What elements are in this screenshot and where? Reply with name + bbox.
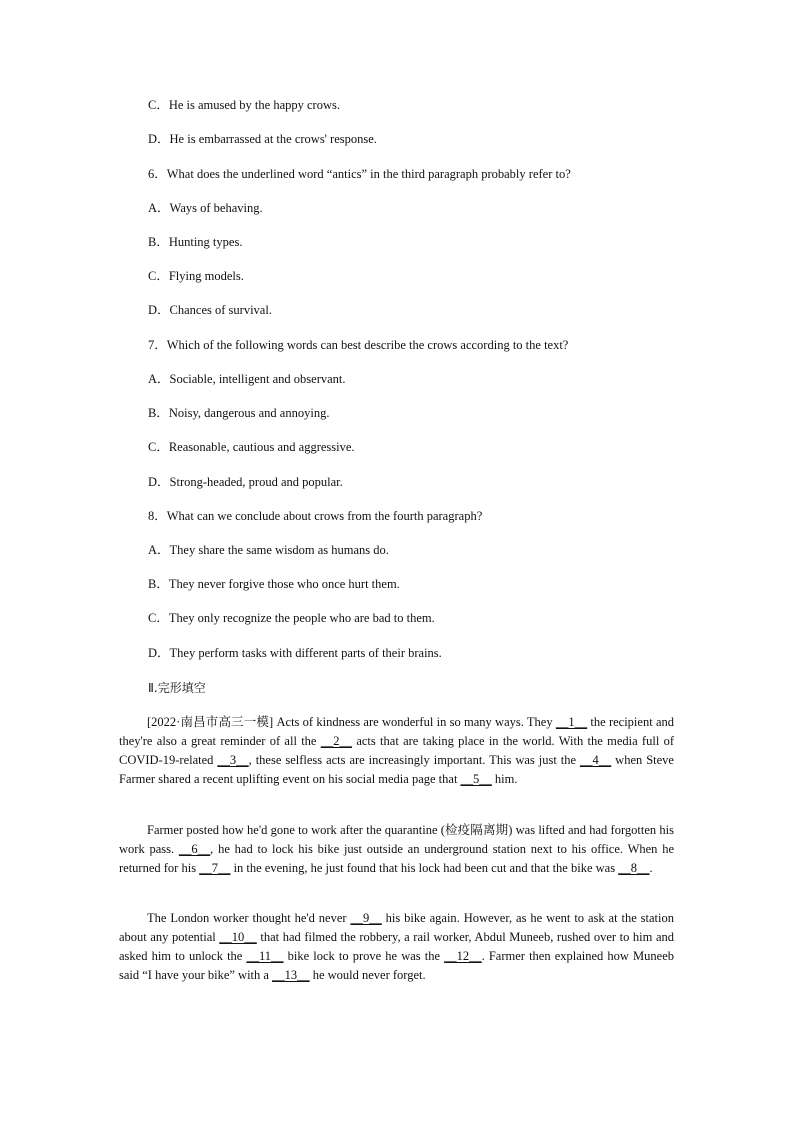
q5-option-c: C．He is amused by the happy crows. [148, 98, 340, 112]
cloze-text: Farmer posted how he'd gone to work after the quarantine (检疫隔离期) was lifted and had forgotten his work pass. [119, 823, 674, 856]
cloze-blank-13: __13__ [272, 968, 310, 982]
cloze-blank-2: __2__ [320, 734, 353, 748]
q5-option-d: D．He is embarrassed at the crows' response. [148, 132, 377, 146]
cloze-blank-7: __7__ [199, 861, 231, 875]
cloze-text: . Farmer then explained how Muneeb said “I have your bike” with a [119, 949, 674, 982]
q8-option-d: D．They perform tasks with different parts of their brains. [148, 646, 442, 660]
cloze-blank-12: __12__ [444, 949, 482, 963]
q6-option-d: D．Chances of survival. [148, 303, 272, 317]
q6-option-a: A．Ways of behaving. [148, 201, 263, 215]
cloze-blank-4: __4__ [579, 753, 612, 767]
q7-option-b: B．Noisy, dangerous and annoying. [148, 406, 330, 420]
q6-option-c: C．Flying models. [148, 269, 244, 283]
cloze-paragraph-3 [119, 909, 674, 985]
cloze-blank-8: __8__ [618, 861, 650, 875]
cloze-text: acts that are taking place in the world. With the media full of COVID-19-related [119, 734, 674, 767]
cloze-text: bike lock to prove he was the [283, 949, 445, 963]
section-title-cloze: Ⅱ.完形填空 [148, 681, 206, 695]
cloze-blank-1: __1__ [555, 715, 588, 729]
q7-option-d: D．Strong-headed, proud and popular. [148, 475, 343, 489]
cloze-text: The London worker thought he'd never [147, 911, 351, 925]
cloze-text: his bike again. However, as he went to ask at the station about any potential [119, 911, 674, 944]
cloze-text: the recipient and they're also a great reminder of all the [119, 715, 675, 748]
cloze-text: , he had to lock his bike just outside an underground station next to his office. When he returned for his [119, 842, 674, 875]
q6-option-b: B．Hunting types. [148, 235, 243, 249]
cloze-text: , these selfless acts are increasingly important. This was just the [248, 753, 580, 767]
q8-option-a: A．They share the same wisdom as humans do. [148, 543, 389, 557]
q8-option-b: B．They never forgive those who once hurt them. [148, 577, 400, 591]
question-6: 6．What does the underlined word “antics” in the third paragraph probably refer to? [148, 167, 571, 181]
cloze-text: in the evening, he just found that his lock had been cut and that the bike was [230, 861, 619, 875]
cloze-blank-10: __10__ [219, 930, 257, 944]
q7-option-a: A．Sociable, intelligent and observant. [148, 372, 346, 386]
cloze-text: . [649, 861, 653, 875]
question-8: 8．What can we conclude about crows from the fourth paragraph? [148, 509, 483, 523]
cloze-text: him. [491, 772, 518, 786]
question-7: 7．Which of the following words can best describe the crows according to the text? [148, 338, 569, 352]
q7-option-c: C．Reasonable, cautious and aggressive. [148, 440, 355, 454]
cloze-blank-9: __9__ [350, 911, 382, 925]
cloze-text: [2022·南昌市高三一模] Acts of kindness are wonderful in so many ways. They [147, 715, 556, 729]
cloze-text: he would never forget. [309, 968, 426, 982]
cloze-paragraph-2 [119, 821, 674, 878]
cloze-blank-5: __5__ [460, 772, 492, 786]
cloze-text: that had filmed the robbery, a rail worker, Abdul Muneeb, rushed over to him and asked him to unlock the [119, 930, 674, 963]
cloze-blank-3: __3__ [217, 753, 249, 767]
cloze-paragraph-1 [119, 713, 674, 789]
q8-option-c: C．They only recognize the people who are bad to them. [148, 611, 435, 625]
cloze-text: when Steve Farmer shared a recent uplifting event on his social media page that [119, 753, 674, 786]
cloze-blank-11: __11__ [246, 949, 284, 963]
cloze-blank-6: __6__ [178, 842, 211, 856]
